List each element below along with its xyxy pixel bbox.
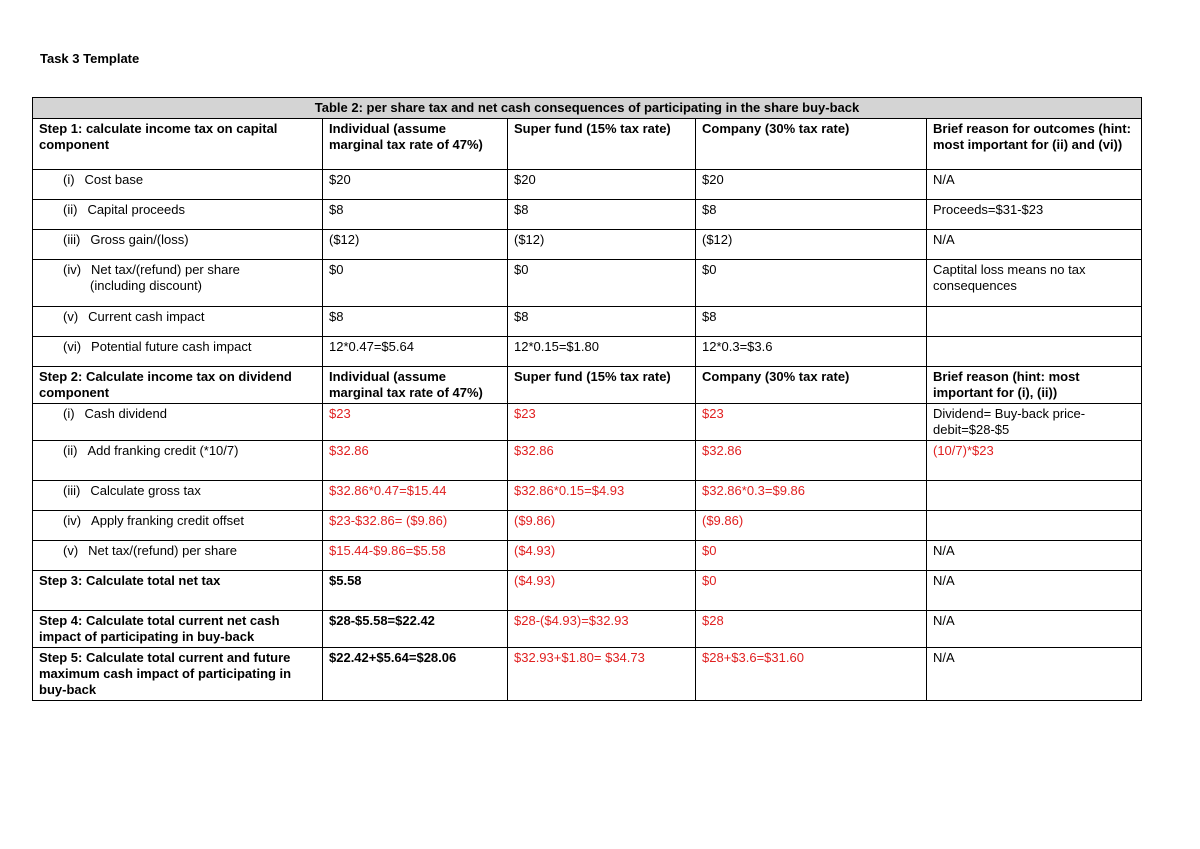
table-row (33, 404, 1142, 441)
super-value: $20 (508, 170, 696, 200)
reason-value: N/A (927, 170, 1142, 200)
super-value: ($12) (508, 230, 696, 260)
row-label: Net tax/(refund) per share (88, 543, 238, 558)
individual-value: $8 (323, 200, 508, 230)
col-reason-header: Brief reason for outcomes (hint: most important for (ii) and (vi)) (927, 119, 1142, 170)
reason-value: N/A (927, 571, 1142, 611)
individual-value: $0 (323, 260, 508, 307)
individual-value: $20 (323, 170, 508, 200)
step1-header-row (33, 119, 1142, 170)
super-value: $0 (508, 260, 696, 307)
company-value: $20 (696, 170, 927, 200)
document-title: Task 3 Template (40, 51, 140, 66)
company-value: ($12) (696, 230, 927, 260)
step1-label: Step 1: calculate income tax on capital component (33, 119, 323, 170)
table-row (33, 481, 1142, 511)
individual-value: $5.58 (323, 571, 508, 611)
individual-value: $8 (323, 307, 508, 337)
step3-label: Step 3: Calculate total net tax (33, 571, 323, 611)
table-row (33, 337, 1142, 367)
company-value: $28 (696, 611, 927, 648)
tax-consequences-table (32, 97, 1142, 701)
reason-value (927, 481, 1142, 511)
individual-value: $23-$32.86= ($9.86) (323, 511, 508, 541)
company-value: $32.86*0.3=$9.86 (696, 481, 927, 511)
step2-label: Step 2: Calculate income tax on dividend component (33, 367, 323, 404)
row-number: (iii) (63, 232, 81, 247)
table-row (33, 511, 1142, 541)
super-value: ($9.86) (508, 511, 696, 541)
super-value: $8 (508, 307, 696, 337)
step5-row (33, 648, 1142, 701)
row-label: Gross gain/(loss) (90, 232, 189, 247)
row-label-continued: (including discount) (90, 278, 203, 293)
individual-value: $32.86*0.47=$15.44 (323, 481, 508, 511)
row-label: Add franking credit (*10/7) (87, 443, 239, 458)
step3-row (33, 571, 1142, 611)
table-row (33, 307, 1142, 337)
table-row (33, 441, 1142, 481)
reason-value: Captital loss means no tax consequences (927, 260, 1142, 307)
table-caption: Table 2: per share tax and net cash consequences of participating in the share buy-back (33, 98, 1142, 119)
step4-row (33, 611, 1142, 648)
row-label: Calculate gross tax (90, 483, 201, 498)
col-individual-header: Individual (assume marginal tax rate of 47%) (323, 119, 508, 170)
reason-value: Proceeds=$31-$23 (927, 200, 1142, 230)
col-company-header: Company (30% tax rate) (696, 119, 927, 170)
col-individual-header: Individual (assume marginal tax rate of 47%) (323, 367, 508, 404)
reason-value: N/A (927, 230, 1142, 260)
super-value: 12*0.15=$1.80 (508, 337, 696, 367)
individual-value: $32.86 (323, 441, 508, 481)
super-value: ($4.93) (508, 571, 696, 611)
individual-value: $28-$5.58=$22.42 (323, 611, 508, 648)
reason-value (927, 337, 1142, 367)
company-value: $0 (696, 541, 927, 571)
super-value: $32.86*0.15=$4.93 (508, 481, 696, 511)
super-value: $32.93+$1.80= $34.73 (508, 648, 696, 701)
step2-header-row (33, 367, 1142, 404)
company-value: $0 (696, 571, 927, 611)
company-value: 12*0.3=$3.6 (696, 337, 927, 367)
col-reason-header: Brief reason (hint: most important for (i), (ii)) (927, 367, 1142, 404)
super-value: ($4.93) (508, 541, 696, 571)
row-label: Cost base (84, 172, 144, 187)
company-value: $8 (696, 200, 927, 230)
row-number: (ii) (63, 202, 78, 217)
super-value: $32.86 (508, 441, 696, 481)
col-super-header: Super fund (15% tax rate) (508, 119, 696, 170)
step4-label: Step 4: Calculate total current net cash impact of participating in buy-back (33, 611, 323, 648)
col-super-header: Super fund (15% tax rate) (508, 367, 696, 404)
row-label: Current cash impact (88, 309, 205, 324)
row-label: Potential future cash impact (91, 339, 252, 354)
table-row (33, 170, 1142, 200)
reason-value: N/A (927, 611, 1142, 648)
company-value: $32.86 (696, 441, 927, 481)
row-number: (i) (63, 406, 75, 421)
table-row (33, 541, 1142, 571)
company-value: $28+$3.6=$31.60 (696, 648, 927, 701)
reason-value: N/A (927, 541, 1142, 571)
individual-value: ($12) (323, 230, 508, 260)
individual-value: $22.42+$5.64=$28.06 (323, 648, 508, 701)
reason-value: Dividend= Buy-back price-debit=$28-$5 (927, 404, 1142, 441)
reason-value (927, 307, 1142, 337)
step5-label: Step 5: Calculate total current and future maximum cash impact of participating in buy-back (33, 648, 323, 701)
row-number: (iv) (63, 513, 82, 528)
row-number: (vi) (63, 339, 82, 354)
row-label: Apply franking credit offset (91, 513, 244, 528)
super-value: $28-($4.93)=$32.93 (508, 611, 696, 648)
company-value: ($9.86) (696, 511, 927, 541)
row-number: (iv) (63, 262, 82, 277)
table-row (33, 200, 1142, 230)
company-value: $8 (696, 307, 927, 337)
row-number: (iii) (63, 483, 81, 498)
table-row (33, 230, 1142, 260)
individual-value: $15.44-$9.86=$5.58 (323, 541, 508, 571)
row-number: (ii) (63, 443, 78, 458)
individual-value: 12*0.47=$5.64 (323, 337, 508, 367)
individual-value: $23 (323, 404, 508, 441)
reason-value (927, 511, 1142, 541)
super-value: $23 (508, 404, 696, 441)
col-company-header: Company (30% tax rate) (696, 367, 927, 404)
row-label: Net tax/(refund) per share (91, 262, 240, 277)
row-label: Capital proceeds (87, 202, 185, 217)
row-label: Cash dividend (84, 406, 167, 421)
super-value: $8 (508, 200, 696, 230)
company-value: $23 (696, 404, 927, 441)
row-number: (i) (63, 172, 75, 187)
reason-value: (10/7)*$23 (927, 441, 1142, 481)
row-number: (v) (63, 543, 79, 558)
reason-value: N/A (927, 648, 1142, 701)
row-number: (v) (63, 309, 79, 324)
company-value: $0 (696, 260, 927, 307)
table-row (33, 260, 1142, 307)
